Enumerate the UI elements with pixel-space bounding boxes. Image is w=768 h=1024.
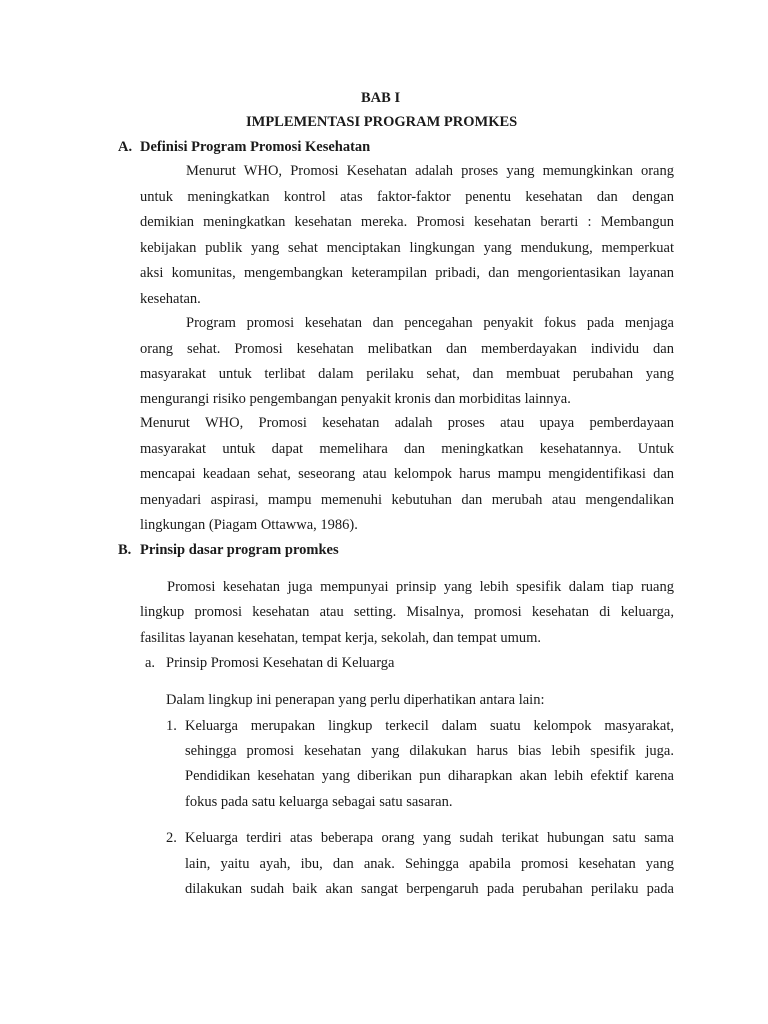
list-item-line: sehingga promosi kesehatan yang dilakukan harus bias lebih spesifik juga. xyxy=(185,743,674,759)
list-number: 2. xyxy=(166,830,177,846)
paragraph-line: mencapai keadaan sehat, seseorang atau kelompok harus mampu mengidentifikasi dan xyxy=(140,466,674,482)
list-number: 1. xyxy=(166,718,177,734)
paragraph-line: menyadari aspirasi, mampu memenuhi kebutuhan dan merubah atau mengendalikan xyxy=(140,492,674,508)
paragraph-line: mengurangi risiko pengembangan penyakit kronis dan morbiditas lainnya. xyxy=(140,391,571,407)
list-item-line: Keluarga merupakan lingkup terkecil dalam suatu kelompok masyarakat, xyxy=(185,718,674,734)
paragraph-line: lingkungan (Piagam Ottawwa, 1986). xyxy=(140,517,358,533)
section-a-heading: Definisi Program Promosi Kesehatan xyxy=(140,139,371,155)
paragraph-line: masyarakat untuk dapat memelihara dan meningkatkan kesehatannya. Untuk xyxy=(140,441,674,457)
list-item-line: dilakukan sudah baik akan sangat berpengaruh pada perubahan perilaku pada xyxy=(185,881,674,897)
subsection-a-marker: a. xyxy=(145,655,156,671)
paragraph-line: untuk meningkatkan kontrol atas faktor-faktor penentu kesehatan dan dengan xyxy=(140,189,674,205)
paragraph-line: aksi komunitas, mengembangkan keterampilan pribadi, dan mengorientasikan layanan xyxy=(140,265,674,281)
paragraph-line: masyarakat untuk terlibat dalam perilaku sehat, dan membuat perubahan yang xyxy=(140,366,674,382)
section-b-marker: B. xyxy=(118,542,132,558)
section-b-heading: Prinsip dasar program promkes xyxy=(140,542,339,558)
paragraph-line: Menurut WHO, Promosi kesehatan adalah proses atau upaya pemberdayaan xyxy=(140,415,674,431)
paragraph-line: kesehatan. xyxy=(140,291,201,307)
list-item-line: Keluarga terdiri atas beberapa orang yang sudah terikat hubungan satu sama xyxy=(185,830,674,846)
paragraph-line: Program promosi kesehatan dan pencegahan penyakit fokus pada menjaga xyxy=(186,315,674,331)
paragraph-line: fasilitas layanan kesehatan, tempat kerja, sekolah, dan tempat umum. xyxy=(140,630,542,646)
paragraph-line: Menurut WHO, Promosi Kesehatan adalah proses yang memungkinkan orang xyxy=(186,163,674,179)
chapter-label: BAB I xyxy=(361,90,401,106)
paragraph-line: demikian meningkatkan kesehatan mereka. Promosi kesehatan berarti : Membangun xyxy=(140,214,674,230)
subsection-a-heading: Prinsip Promosi Kesehatan di Keluarga xyxy=(166,655,395,671)
paragraph-line: kebijakan publik yang sehat menciptakan lingkungan yang mendukung, memperkuat xyxy=(140,240,674,256)
list-item-line: Pendidikan kesehatan yang diberikan pun diharapkan akan lebih efektif karena xyxy=(185,768,674,784)
paragraph-line: Promosi kesehatan juga mempunyai prinsip yang lebih spesifik dalam tiap ruang xyxy=(167,579,674,595)
list-item-line: lain, yaitu ayah, ibu, dan anak. Sehingga apabila promosi kesehatan yang xyxy=(185,856,674,872)
paragraph-line: orang sehat. Promosi kesehatan melibatkan dan memberdayakan individu dan xyxy=(140,341,674,357)
paragraph-line: lingkup promosi kesehatan atau setting. Misalnya, promosi kesehatan di keluarga, xyxy=(140,604,674,620)
section-a-marker: A. xyxy=(118,139,133,155)
chapter-title: IMPLEMENTASI PROGRAM PROMKES xyxy=(246,114,518,130)
subsection-intro: Dalam lingkup ini penerapan yang perlu diperhatikan antara lain: xyxy=(166,692,545,708)
list-item-line: fokus pada satu keluarga sebagai satu sasaran. xyxy=(185,794,453,810)
